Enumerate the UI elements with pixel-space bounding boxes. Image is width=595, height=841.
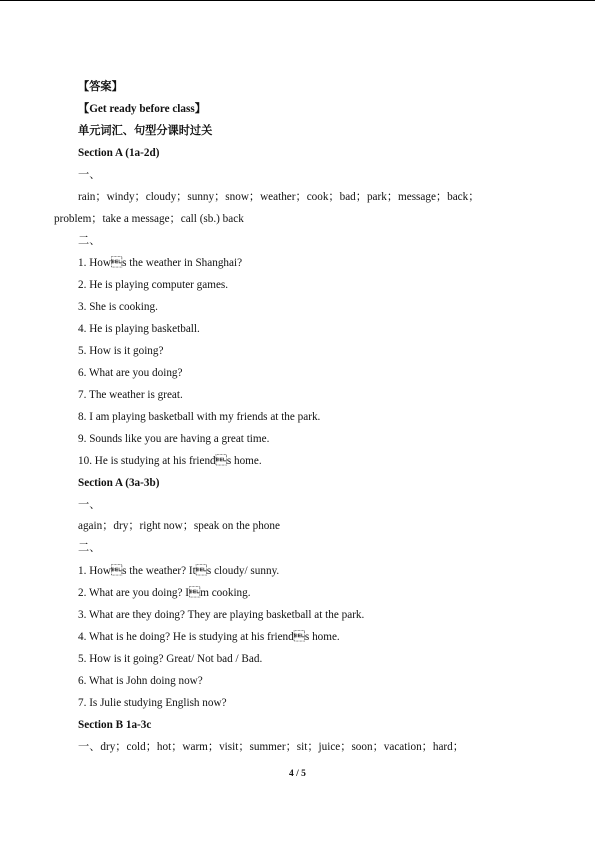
section-a2-title: Section A (3a-3b) xyxy=(78,477,160,489)
section-a1-sentence: 1. Hows the weather in Shanghai? xyxy=(78,257,243,269)
get-ready-heading: 【Get ready before class】 xyxy=(78,103,206,115)
section-a1-sentence: 4. He is playing basketball. xyxy=(78,323,200,335)
section-a1-sentence: 10. He is studying at his friends home. xyxy=(78,455,262,467)
section-a1-sentence: 2. He is playing computer games. xyxy=(78,279,229,291)
section-b-title: Section B 1a-3c xyxy=(78,719,152,731)
page-number: 4 / 5 xyxy=(289,769,306,779)
section-a1-sentence: 3. She is cooking. xyxy=(78,301,158,313)
section-a2-part2-label: 二、 xyxy=(78,542,101,554)
answer-heading: 【答案】 xyxy=(78,81,123,93)
section-a1-words-line2: problem；take a message；call (sb.) back xyxy=(54,213,244,225)
top-rule xyxy=(0,0,595,1)
unit-heading: 单元词汇、句型分课时过关 xyxy=(78,125,213,137)
section-a1-sentence: 8. I am playing basketball with my friends at the park. xyxy=(78,411,321,423)
section-a2-sentence: 3. What are they doing? They are playing basketball at the park. xyxy=(78,609,365,621)
section-a1-sentence: 6. What are you doing? xyxy=(78,367,183,379)
section-a2-part1-label: 一、 xyxy=(78,499,101,511)
section-a1-title: Section A (1a-2d) xyxy=(78,147,160,159)
section-a2-sentence: 1. Hows the weather? Its cloudy/ sunny. xyxy=(78,565,280,577)
section-a1-part1-label: 一、 xyxy=(78,169,101,181)
section-a1-sentence: 5. How is it going? xyxy=(78,345,164,357)
section-a1-sentence: 9. Sounds like you are having a great time. xyxy=(78,433,270,445)
section-a1-part2-label: 二、 xyxy=(78,235,101,247)
section-a2-words: again；dry；right now；speak on the phone xyxy=(78,520,280,532)
section-a1-sentence: 7. The weather is great. xyxy=(78,389,183,401)
section-b-words: 一、dry；cold；hot；warm；visit；summer；sit；juice；soon；vacation；hard； xyxy=(78,741,464,753)
section-a2-sentence: 6. What is John doing now? xyxy=(78,675,203,687)
section-a1-words-line1: rain；windy；cloudy；sunny；snow；weather；cook；bad；park；message；back； xyxy=(78,191,480,203)
section-a2-sentence: 7. Is Julie studying English now? xyxy=(78,697,227,709)
section-a2-sentence: 2. What are you doing? Im cooking. xyxy=(78,587,251,599)
section-a2-sentence: 4. What is he doing? He is studying at his friends home. xyxy=(78,631,340,643)
section-a2-sentence: 5. How is it going? Great/ Not bad / Bad. xyxy=(78,653,263,665)
